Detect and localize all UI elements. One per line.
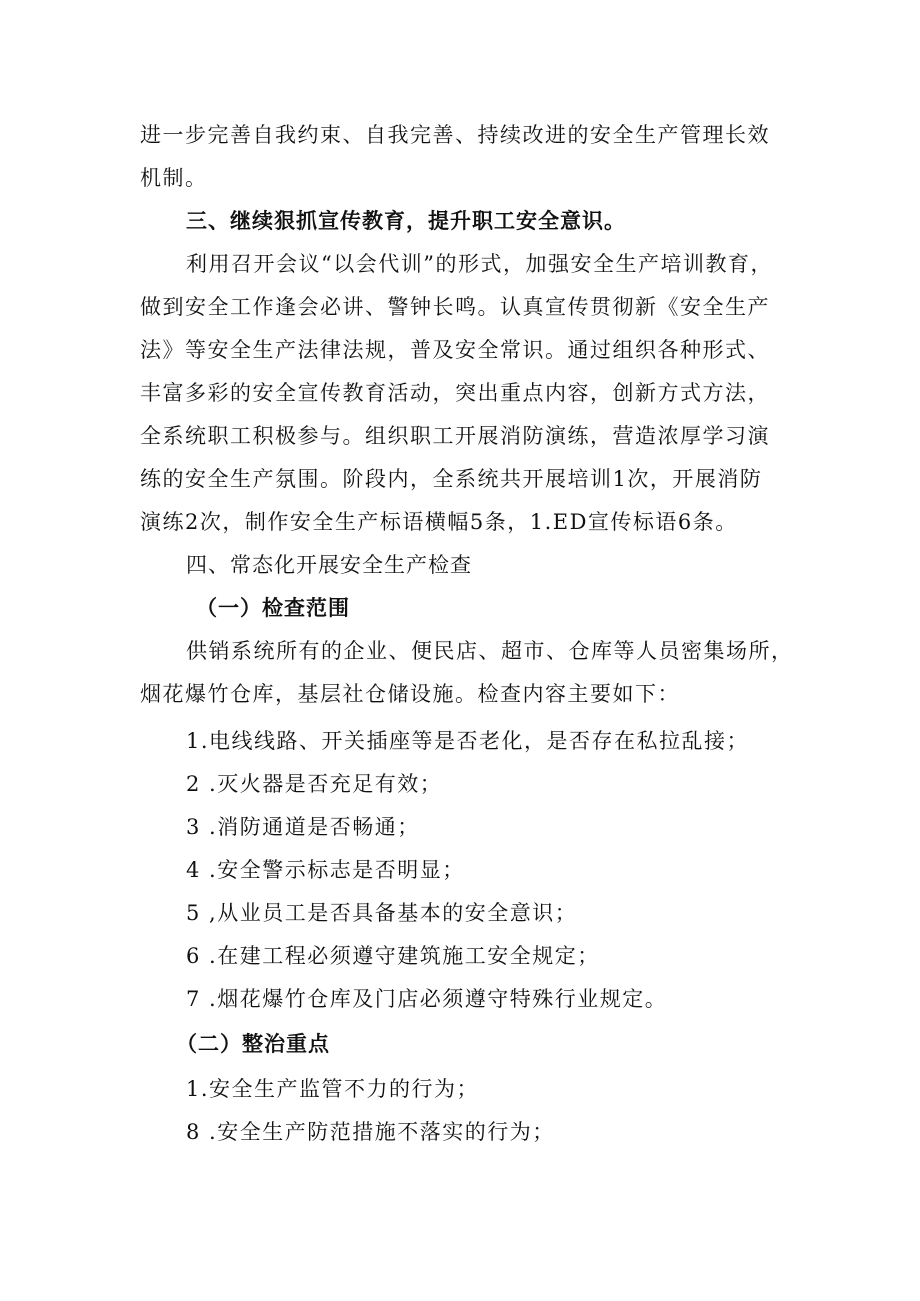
list-item: 1.安全生产监管不力的行为；	[186, 1077, 480, 1101]
list-item: 4 .安全警示标志是否明显；	[186, 858, 465, 882]
list-item: 1.电线线路、开关插座等是否老化，是否存在私拉乱接；	[186, 729, 750, 753]
paragraph-line: 机制。	[140, 166, 208, 190]
list-item: 8 .安全生产防范措施不落实的行为；	[186, 1120, 555, 1144]
list-item: 6 .在建工程必须遵守建筑施工安全规定；	[186, 944, 600, 968]
paragraph-line: 丰富多彩的安全宣传教育活动，突出重点内容，创新方式方法，	[140, 381, 770, 405]
section-heading-4: 四、常态化开展安全生产检查	[186, 553, 472, 577]
list-item: 7 .烟花爆竹仓库及门店必须遵守特殊行业规定。	[186, 987, 668, 1011]
subsection-heading-1: （一）检查范围	[196, 596, 350, 620]
paragraph-line: 演练2次，制作安全生产标语横幅5条，1.ED宣传标语6条。	[140, 510, 738, 534]
paragraph-line: 进一步完善自我约束、自我完善、持续改进的安全生产管理长效	[140, 123, 770, 147]
paragraph-line: 供销系统所有的企业、便民店、超市、仓库等人员密集场所，	[186, 639, 794, 663]
subsection-heading-2: （二）整治重点	[176, 1032, 330, 1056]
list-item: 2 .灭火器是否充足有效；	[186, 772, 443, 796]
section-heading-3: 三、继续狠抓宣传教育，提升职工安全意识。	[186, 209, 626, 233]
list-item: 5 ,从业员工是否具备基本的安全意识；	[186, 901, 578, 925]
paragraph-line: 利用召开会议“以会代训”的形式，加强安全生产培训教育，	[186, 252, 773, 276]
paragraph-line: 做到安全工作逢会必讲、警钟长鸣。认真宣传贯彻新《安全生产	[140, 295, 770, 319]
paragraph-line: 法》等安全生产法律法规，普及安全常识。通过组织各种形式、	[140, 338, 770, 362]
paragraph-line: 全系统职工积极参与。组织职工开展消防演练，营造浓厚学习演	[140, 424, 770, 448]
list-item: 3 .消防通道是否畅通；	[186, 815, 420, 839]
paragraph-line: 烟花爆竹仓库，基层社仓储设施。检查内容主要如下：	[140, 682, 680, 706]
paragraph-line: 练的安全生产氛围。阶段内，全系统共开展培训1次，开展消防	[140, 467, 763, 491]
